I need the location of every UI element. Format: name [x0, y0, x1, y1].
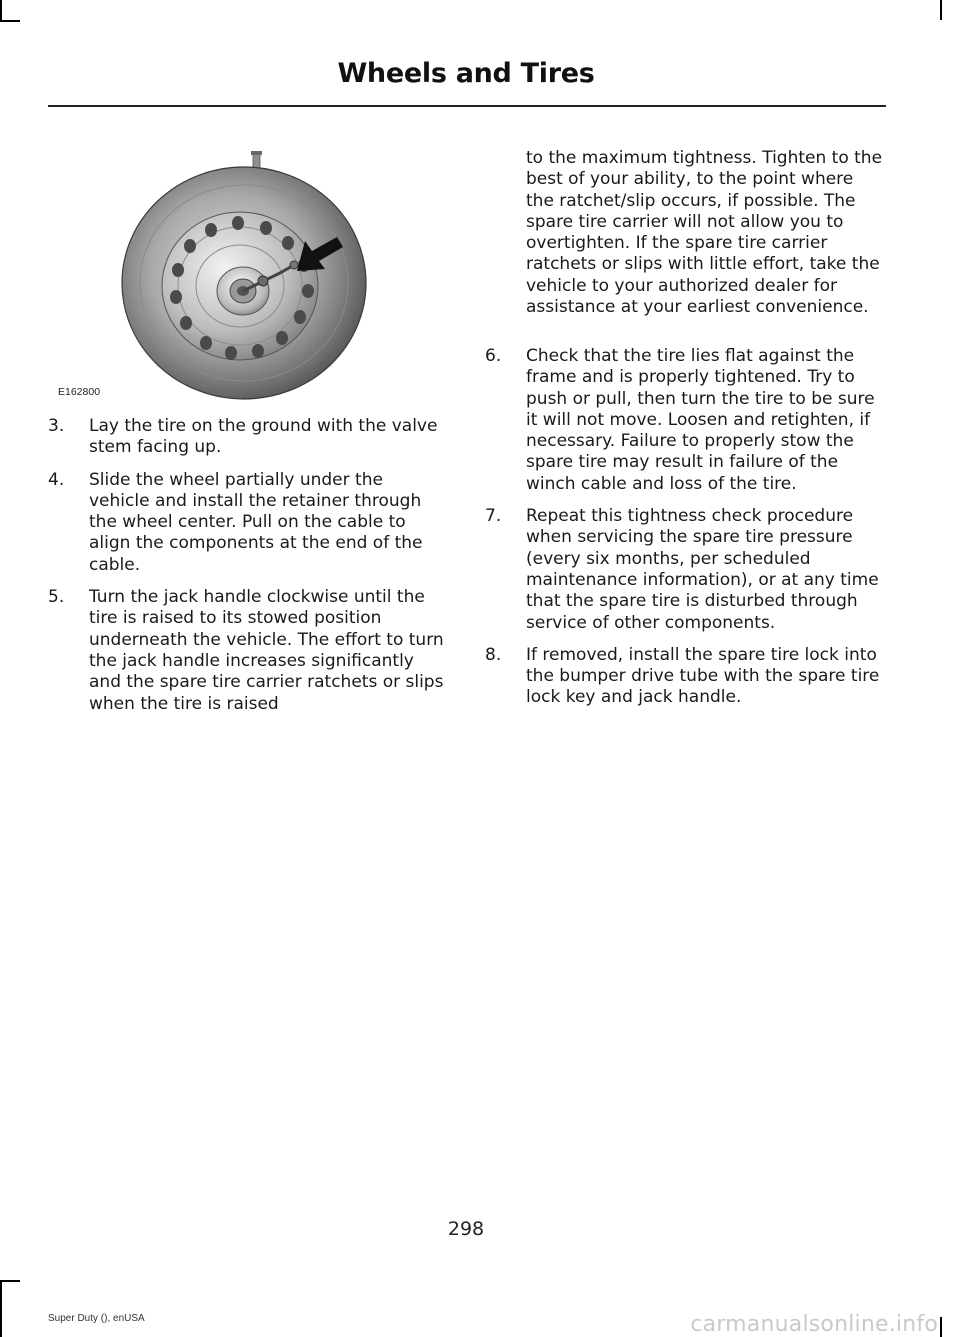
step-text: Repeat this tightness check procedure when servicing the spare tire pressure (every six months, per scheduled maintenance information), or at any time that the spare tire is disturbed through service of other components.: [526, 506, 879, 633]
crop-mark-top-left: [0, 0, 2, 20]
footer-text: Super Duty (), enUSA: [48, 1313, 145, 1324]
figure-code: E162800: [58, 386, 101, 398]
crop-mark-bottom-left: [0, 1280, 2, 1337]
arrow-icon: [295, 235, 345, 279]
list-item: [48, 587, 448, 715]
step-text: Check that the tire lies flat against the frame and is properly tightened. Try to push or pull, then turn the tire to be sure it will not move. Loosen and retighten, if necessary. Failure to properly stow the spare tire may result in failure of the winch cable and loss of the tire.: [526, 346, 875, 494]
crop-mark-top-left-h: [0, 20, 20, 22]
step-number: 8.: [485, 644, 502, 665]
step-text: Slide the wheel partially under the vehicle and install the retainer through the wheel center. Pull on the cable to align the components at the end of the cable.: [89, 469, 423, 575]
crop-mark-top-right: [940, 0, 942, 20]
steps-list-right: [485, 346, 885, 720]
watermark: carmanualsonline.info: [690, 1312, 938, 1337]
crop-mark-bottom-left-h: [0, 1280, 20, 1282]
step-number: 5.: [48, 587, 65, 608]
spare-tire-wheel-illustration: [48, 143, 448, 407]
page-number: 298: [447, 1218, 485, 1240]
step-number: 3.: [48, 416, 65, 436]
step-number: 6.: [485, 346, 502, 366]
list-item: [485, 346, 885, 495]
page-title: Wheels and Tires: [337, 58, 595, 89]
crop-mark-bottom-right: [940, 1317, 942, 1337]
step-number: 7.: [485, 506, 502, 527]
step-5-continuation: to the maximum tightness. Tighten to the best of your ability, to the point where the ratchet/slip occurs, if possible. The spare tire carrier will not allow you to overtighten. If the spare tire carrier ratchets or slips with little effort, take the vehicle to your authorized dealer for assistance at your earliest convenience.: [526, 148, 883, 318]
step-text: If removed, install the spare tire lock into the bumper drive tube with the spare tire lock key and jack handle.: [526, 644, 880, 708]
list-item: [48, 416, 448, 459]
step-number: 4.: [48, 469, 65, 490]
step-text: Turn the jack handle clockwise until the tire is raised to its stowed position underneath the vehicle. The effort to turn the jack handle increases significantly and the spare tire carrier ratchets or slips when the tire is raised: [89, 587, 444, 714]
steps-list-left: [48, 416, 448, 726]
header-divider: [48, 105, 886, 107]
list-item: [485, 645, 885, 709]
list-item: [485, 506, 885, 634]
spare-tire-figure: [48, 143, 448, 407]
list-item: [48, 470, 448, 576]
step-text: Lay the tire on the ground with the valve stem facing up.: [89, 416, 438, 458]
